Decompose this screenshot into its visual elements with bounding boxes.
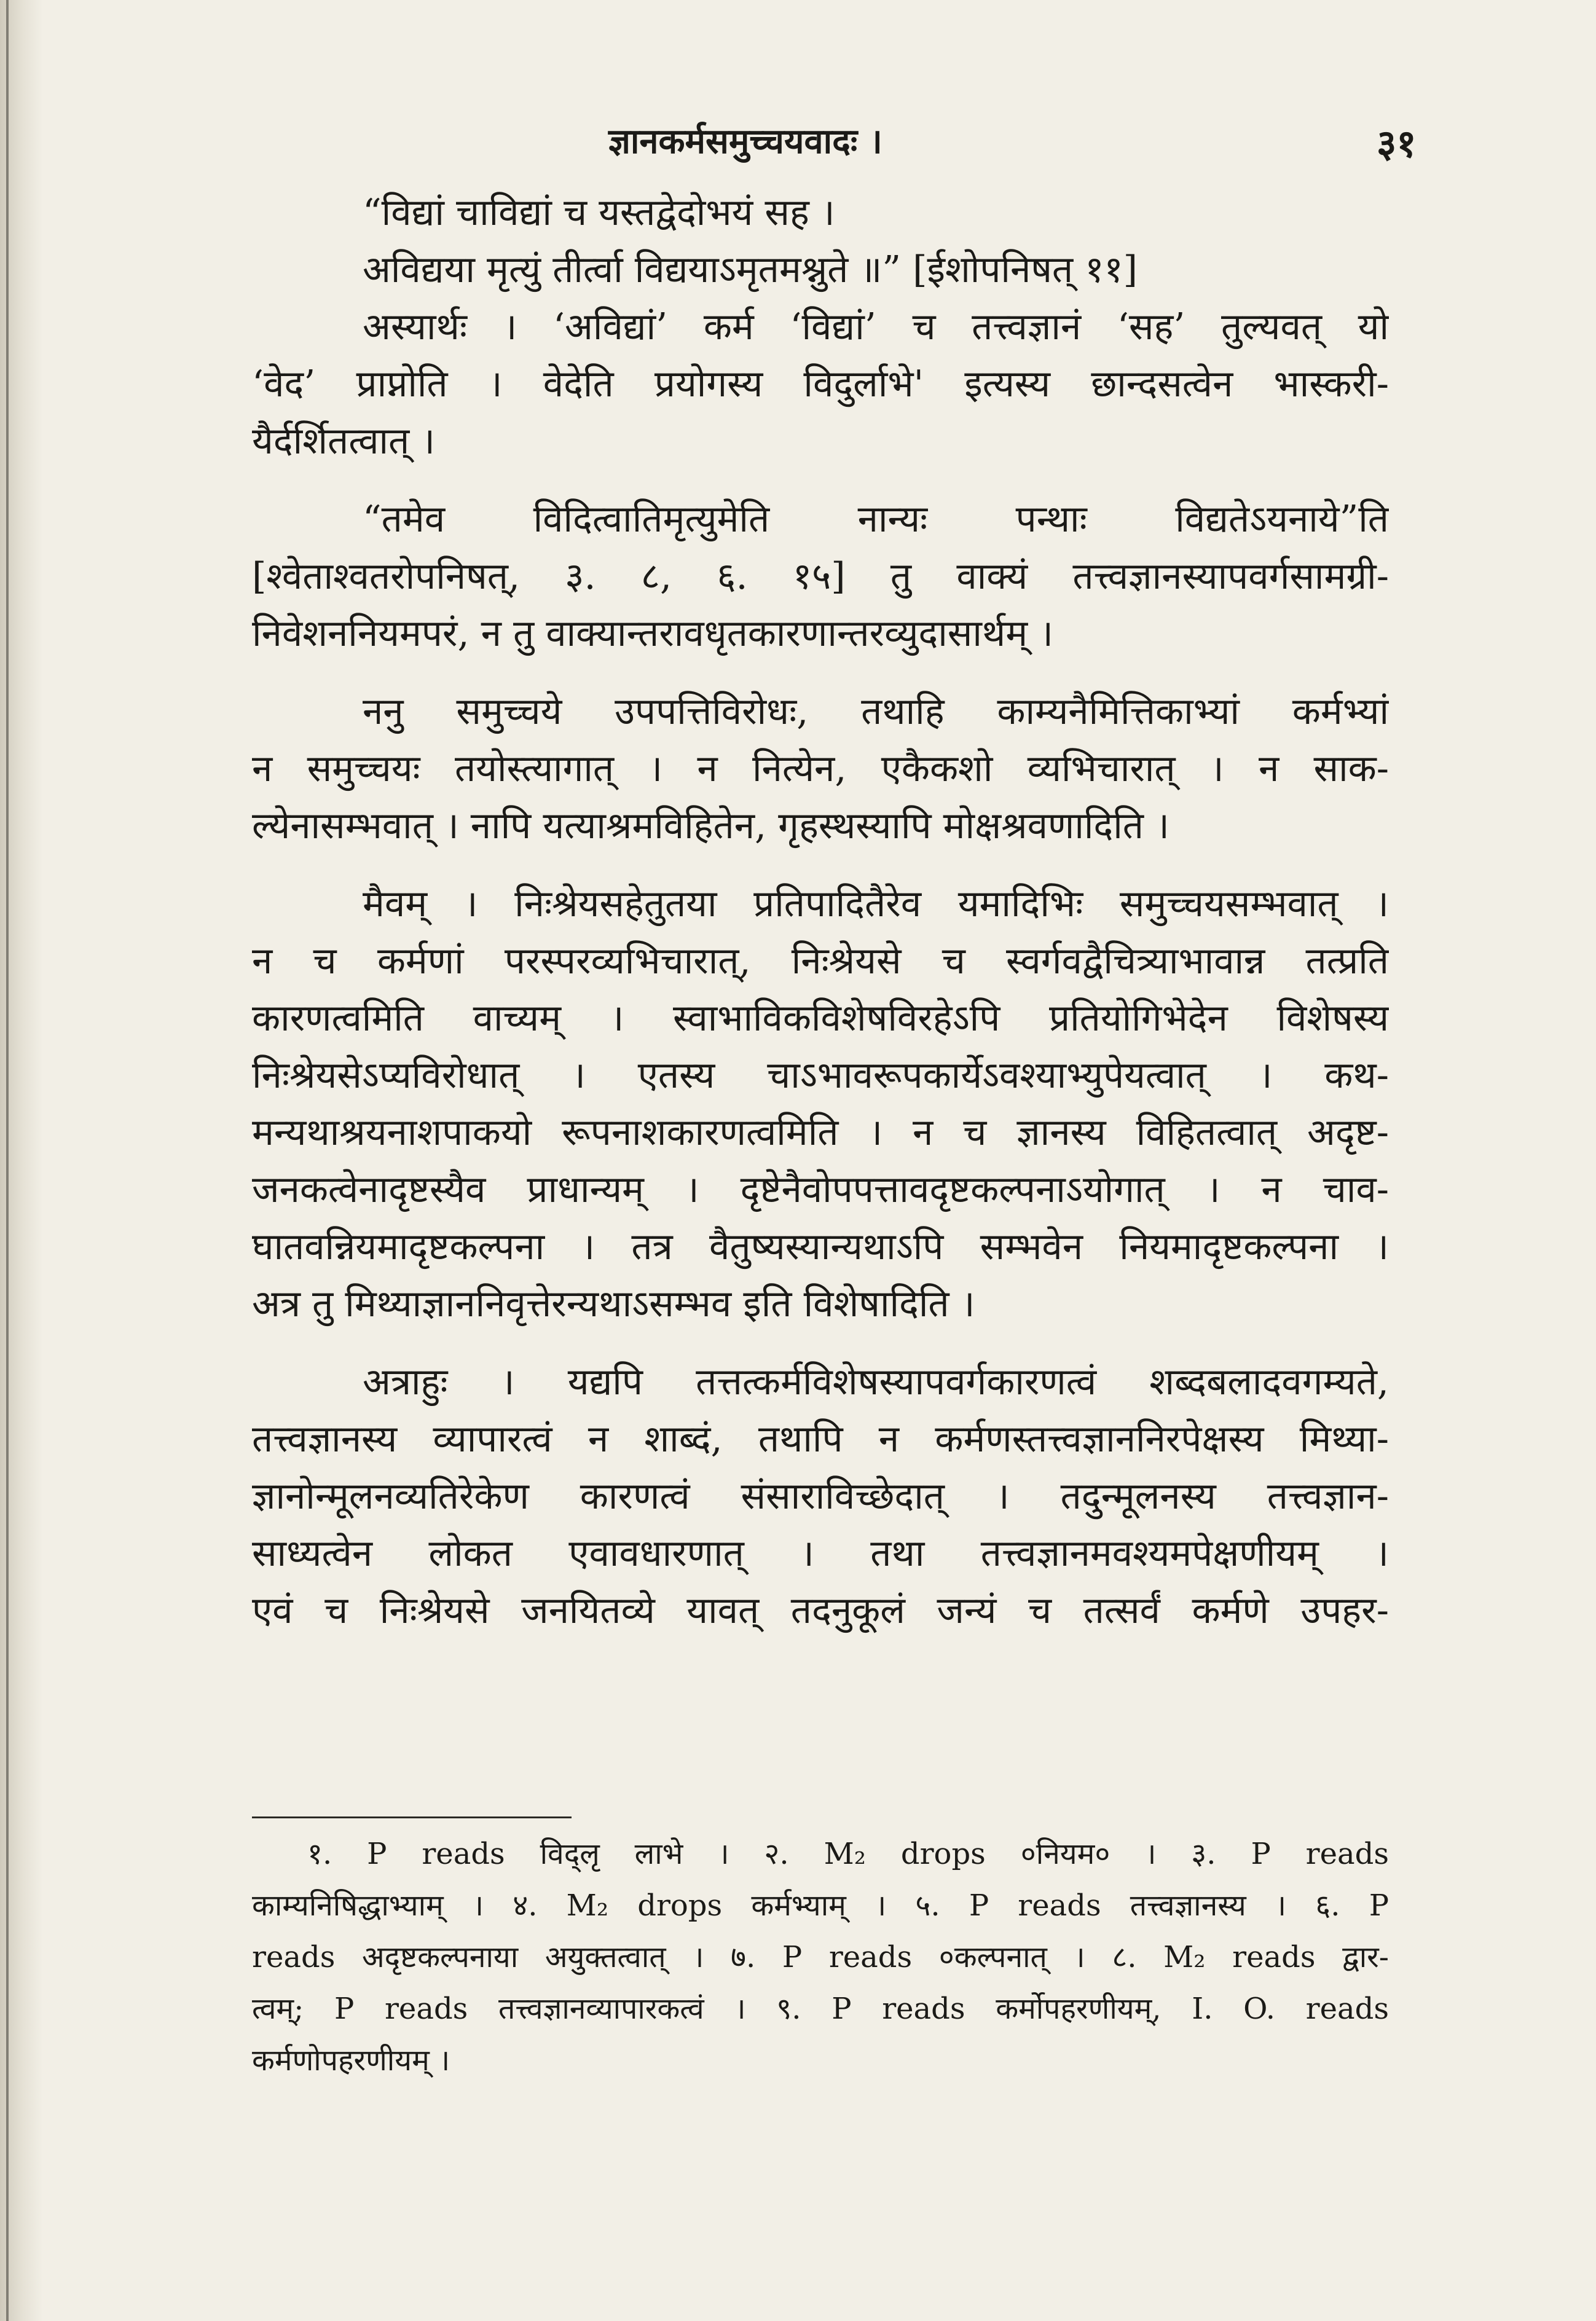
- paragraph-line: [श्वेताश्वतरोपनिषत्, ३. ८, ६. १५] तु वाक्यं तत्त्वज्ञानस्यापवर्गसामग्री-: [252, 555, 1389, 598]
- footnotes: [252, 1828, 1389, 2086]
- verse-line: अविद्यया मृत्युं तीर्त्वा विद्ययाऽमृतमश्नुते ॥”: [363, 248, 902, 291]
- verse-line-with-citation: [252, 242, 1389, 299]
- footnote-line: कर्मणोपहरणीयम् ।: [252, 2043, 450, 2078]
- paragraph-line: ‘वेद’ प्राप्नोति । वेदेति प्रयोगस्य विदुर्लाभे' इत्यस्य छान्दसत्वेन भास्करी-: [252, 363, 1389, 406]
- page-number: ३१: [1377, 121, 1417, 166]
- paragraph-line: कारणत्वमिति वाच्यम् । स्वाभाविकविशेषविरहेऽपि प्रतियोगिभेदेन विशेषस्य: [252, 997, 1389, 1040]
- footnote-line: १. P reads विद्लृ लाभे । २. M₂ drops ०नियम० । ३. P reads: [307, 1837, 1389, 1871]
- body-text: [252, 184, 1389, 1640]
- paragraph-line: एवं च निःश्रेयसे जनयितव्ये यावत् तदनुकूलं जन्यं च तत्सर्वं कर्मणे उपहर-: [252, 1589, 1389, 1632]
- footnote-line: reads अदृष्टकल्पनाया अयुक्तत्वात् । ७. P reads ०कल्पनात् । ८. M₂ reads द्वार-: [252, 1940, 1389, 1974]
- verse-line: “विद्यां चाविद्यां च यस्तद्वेदोभयं सह ।: [363, 191, 835, 234]
- paragraph-line: अस्यार्थः । ‘अविद्यां’ कर्म ‘विद्यां’ च तत्त्वज्ञानं ‘सह’ तुल्यवत् यो: [363, 305, 1389, 348]
- verse-block: [252, 184, 1389, 299]
- paragraph: [252, 876, 1389, 1333]
- paragraph: [252, 299, 1389, 470]
- paragraph-line: “तमेव विदित्वातिमृत्युमेति नान्यः पन्थाः विद्यतेऽयनाये”ति: [363, 498, 1389, 541]
- paragraph-line: ननु समुच्चये उपपत्तिविरोधः, तथाहि काम्यनैमित्तिकाभ्यां कर्मभ्यां: [363, 690, 1389, 733]
- footnote-divider: [252, 1816, 572, 1818]
- paragraph-line: मन्यथाश्रयनाशपाकयो रूपनाशकारणत्वमिति । न च ज्ञानस्य विहितत्वात् अदृष्ट-: [252, 1111, 1389, 1154]
- paragraph-line: जनकत्वेनादृष्टस्यैव प्राधान्यम् । दृष्टेनैवोपपत्तावदृष्टकल्पनाऽयोगात् । न चाव-: [252, 1168, 1389, 1211]
- paragraph: [252, 683, 1389, 855]
- footnote-line: काम्यनिषिद्धाभ्याम् । ४. M₂ drops कर्मभ्याम् । ५. P reads तत्त्वज्ञानस्य । ६. P: [252, 1888, 1389, 1923]
- paragraph-line: यैर्दर्शितत्वात् ।: [252, 420, 436, 463]
- paragraph-line: ल्येनासम्भवात् । नापि यत्याश्रमविहितेन, गृहस्थस्यापि मोक्षश्रवणादिति ।: [252, 804, 1169, 847]
- paragraph-line: मैवम् । निःश्रेयसहेतुतया प्रतिपादितैरेव यमादिभिः समुच्चयसम्भवात् ।: [363, 882, 1389, 925]
- paragraph-line: घातवन्नियमादृष्टकल्पना । तत्र वैतुष्यस्यान्यथाऽपि सम्भवेन नियमादृष्टकल्पना ।: [252, 1225, 1389, 1268]
- paragraph-line: ज्ञानोन्मूलनव्यतिरेकेण कारणत्वं संसाराविच्छेदात् । तदुन्मूलनस्य तत्त्वज्ञान-: [252, 1475, 1389, 1518]
- paragraph: [252, 1354, 1389, 1640]
- paragraph-line: न च कर्मणां परस्परव्यभिचारात्, निःश्रेयसे च स्वर्गवद्वैचित्र्याभावान्न तत्प्रति: [252, 940, 1389, 983]
- footnote-line: त्वम्; P reads तत्त्वज्ञानव्यापारकत्वं । ९. P reads कर्मोपहरणीयम्, I. O. reads: [252, 1992, 1389, 2026]
- paragraph-line: निःश्रेयसेऽप्यविरोधात् । एतस्य चाऽभावरूपकार्येऽवश्याभ्युपेयत्वात् । कथ-: [252, 1054, 1389, 1097]
- running-header: [0, 117, 1596, 172]
- paragraph-line: तत्त्वज्ञानस्य व्यापारत्वं न शाब्दं, तथापि न कर्मणस्तत्त्वज्ञाननिरपेक्षस्य मिथ्या-: [252, 1418, 1389, 1461]
- running-title: ज्ञानकर्मसमुच्चयवादः ।: [608, 121, 883, 162]
- paragraph-line: साध्यत्वेन लोकत एवावधारणात् । तथा तत्त्वज्ञानमवश्यमपेक्षणीयम् ।: [252, 1532, 1389, 1575]
- paragraph-line: निवेशननियमपरं, न तु वाक्यान्तरावधृतकारणान्तरव्युदासार्थम् ।: [252, 612, 1053, 655]
- paragraph-line: न समुच्चयः तयोस्त्यागात् । न नित्येन, एकैकशो व्यभिचारात् । न साक-: [252, 747, 1389, 790]
- paragraph: [252, 491, 1389, 662]
- paragraph-line: अत्र तु मिथ्याज्ञाननिवृत्तेरन्यथाऽसम्भव इति विशेषादिति ।: [252, 1282, 975, 1325]
- verse-citation: [ईशोपनिषत् ११]: [913, 248, 1138, 291]
- paragraph-line: अत्राहुः । यद्यपि तत्तत्कर्मविशेषस्यापवर्गकारणत्वं शब्दबलादवगम्यते,: [363, 1361, 1389, 1404]
